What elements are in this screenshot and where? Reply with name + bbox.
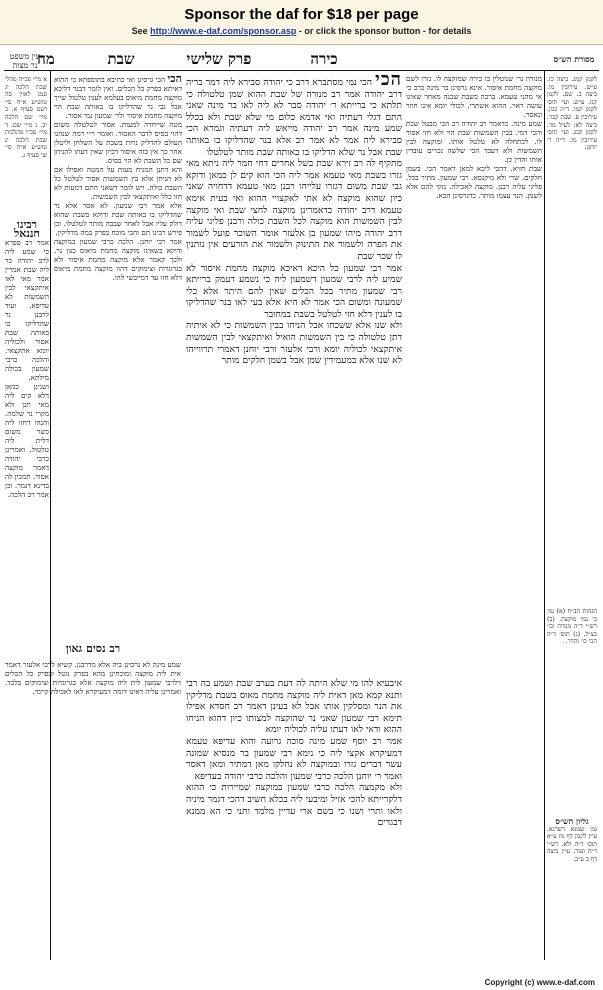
sponsor-link[interactable]: http://www.e-daf.com/sponsor.asp	[150, 26, 297, 36]
mesoret-column	[547, 76, 597, 596]
gemara-p4: ולא שנו אלא ששכחו אבל הניחו בבין השמשות כי לא איתיה דתן טלטולה כי בין השמשות הואיל ואיתקצאי לבין השמשות איתקצאי לכוליה יומא ורבי אלעזר ורבי יוחנן דאמרי תרווייהו לא שנו אלא במעמידין שמן אבל בשמן חלקים מותר	[186, 320, 402, 367]
chananel-heading: רבינו חננאל	[14, 220, 40, 240]
tosafot-p4: אלא אמר רבי שמעון. לא אסר אלא נר שהדליקו בו באותה שבת ודוקא בשבת שהוא דולק עליו אבל לאחר שכבה מותר לטלטלו. וכן פירש רבינו תם והכי מוכח בפרק במה מדליקין.	[54, 201, 182, 237]
ein-mishpat-label	[4, 52, 46, 70]
nissim-p1: שמע מינה לא גרסינן ביה אלא מדרבנן. קשיא לרבי אלעזר דאמר אית ליה מוקצה ומוכחינן מהא בפרק נוטל ובפרק כל הכלים דלרבי שמעון לית ליה מוקצה אלא בגרוגרות וצימוקים בלבד. ואמרינן עליה דאינו דומה דמעיקרא לאו לאכילה קיימי.	[5, 660, 181, 696]
chapter-name: כירה	[310, 50, 338, 68]
tosafot-column	[54, 74, 182, 614]
rashi-p2: שמע מינה. כדאמר רב יהודה רב הכי מבטל שבת והכי דמי. בבין השמשות שבת הוי ולא חזי אסור לו. לכתחלה לא טלטל אותו. ומוקצה לבין השמשות ולא דעבד הכי שלשה נכרים עובדין אותו והדין כן.	[406, 119, 542, 164]
chapter-number: פרק שלישי	[186, 50, 252, 68]
ein-mishpat-column	[5, 76, 47, 216]
gemara-opening: הכי	[375, 74, 402, 90]
header-rule	[4, 70, 599, 71]
gilyon-column	[547, 818, 597, 958]
gemara-main-column	[186, 74, 402, 674]
gilyon-text: גמ׳ שמנא דשרגא. עיין לקמן דף מז ע״א תוס׳ ד״ה ולא. רש״י ד״ה ועוד. עיין ביצה דף ב ע״ב.	[547, 825, 597, 863]
rashi-p3: שבת חזיא. דהכי ליכא למאן דאמר הכי. בשמן חלקים. שרי ולא מיקנסא. רבי שמעון. מתיר בכל. פליגי עליה רבנן. מוקצה לאכילה. נזקי להם אלא לשמן. הנר עצמו מותר. כדגרסינן הכא.	[406, 164, 542, 200]
rashi-column	[406, 74, 542, 960]
sponsor-title[interactable]: Sponsor the daf for $18 per page	[184, 6, 419, 23]
tosafot-p2: מטה שייחדה למעות. אסור לטלטלה משום דהוי בסיס לדבר האסור. ואומר ר״י דמה שנהגו העולם להדליק נרות בשבת על השלחן וליטלן אחר כך אין בזה איסור דכיון שאין דעתו להניחן שם כל השבת לא הוי בסיס.	[54, 120, 182, 165]
sponsor-subtitle-suffix: - or click the sponsor button - for details	[296, 26, 472, 36]
tractate-name: שבת	[107, 50, 135, 68]
tosafot-p3: והא דתנן המניח מעות על המטה ואפילו אם לא הניחן אלא בין השמשות אסור לטלטל כל השבת כולה. ויש לומר דשאני התם דמעות לא חזו כלל ואיתקצאי לבין השמשות.	[54, 165, 182, 201]
talmud-page	[4, 48, 599, 976]
column-rule-right	[544, 70, 545, 960]
chananel-column	[5, 238, 49, 638]
haghot-column	[547, 608, 597, 808]
gemara-lower-column	[186, 678, 402, 958]
mesoret-label: מסורת הש״ס	[553, 54, 595, 64]
ner-mitzva-title: נר מצוה	[12, 61, 38, 70]
ein-mishpat-text: א מיי׳ פכ״ה מהל׳ שבת הלכה יג סמג לאוין סה טוש״ע א״ח סי׳ רעט סעיף א. ב מיי׳ שם הלכה יב. ג מיי׳ שם. ד מיי׳ פכ״ו מהלכות שבת הלכה יג טוש״ע א״ח סי׳ שי סעיף ג.	[5, 76, 47, 159]
tosafot-p1: הכי גרסינן ואי כתיבא בתוספתא כי ההוא דאיתא בפרק כל הכלים. ואין לומר דבנר דליכא מוקצה מחמת מיאוס בעלמא לענין טלטול שייך אבל גבי נר שהדליקו בו באותה שבת הוי מוקצה מחמת איסור ולר׳ שמעון נמי אסור.	[54, 75, 182, 120]
chananel-p2: ושנינן כמאן דלא קים ליה מאי תנן ולא מקרי נר שלמה. והנהו דחזו ליה כשר משום דלית ליה טלטול. ואמרינן כרבי יהודה דאמר מוקצה אסור. תמכין לה בדינא דגמר. וכן אמר רב הלכה.	[5, 382, 49, 499]
nissim-column	[5, 660, 181, 960]
gemara-p1: הכי נמי מסתברא דרב כי יהודה סבירא ליה דמר בריה דרב יהודה אמר רב מנורה של שבת ההוא שמן טלטולה כי תלתא כי ברייתא ר׳ יהודה סבר לא ליה לאו בר מינה שאני התם דגלי דעתיה ואי אדמא כלום מי שלא שבת ולא בכלל שמע מינה אמר רב יהודה מייאש ליה דעתיה וגמרא הכי סבירא ליה אמר לא אמר רב אלא בנר שהדליקו בו באותה שבת אבל נר שלא הדליקו בו באותה שבת מותר לטלטלו	[186, 77, 402, 158]
gilyon-heading: גליון הש״ס	[555, 818, 589, 826]
nissim-heading: רב נסים גאון	[65, 644, 121, 655]
haghot-text: הגהות הב״ח (א) גמ׳ כי נמי מוקצה. (ב) רש״י ד״ה מנורה וכו׳ כצ״ל. (ג) תוס׳ ד״ה הכי כו׳ והדר.	[547, 608, 597, 646]
copyright-footer	[0, 976, 603, 990]
mesoret-text: לקמן קמג. ביצה כז. ע״ש. עירובין מו. ביצה ב. שם. לקמן קנז. ע״ש. ועי׳ תוס׳ לקמן קמו. ד״ה כגון. עירובין פ. שבת קכד. ביצה לא: לעיל מד. לקמן קכג. ועי׳ תוס׳ עירובין מו. ד״ה ר׳ יוחנן.	[547, 76, 597, 152]
ein-mishpat-title: עין משפט	[9, 52, 41, 61]
copyright-text: Copyright (c) www.e-daf.com	[484, 978, 595, 987]
gemara-p5: איבעיא להו מי שלא היתה לה דעת בערב שבת ושמע בה רבי ותנא קמא מאן דאית ליה מוקצה מחמת מאוס בשבת מדליקין את הנר ומסלקין אותו אבל לא בעינן דאמר רב חסדא אפילו תימא רבי שמעון שאני נר שהוקצה למצותו כיון דהוא הניחו ההוא ודאי לאו דעתו עליה לכוליה יומא	[186, 678, 402, 736]
tosafot-opening: הכי	[167, 74, 182, 85]
gemara-p3: אמר רבי שמעון כל היכא דאיכא מוקצה מחמת איסור לא שמיע ליה לרבי שמעון דשמעון ליה כי נשמע דעמק ברייתא רבי שמעון מתיר בכל הכלים שאין להם היתר אלא כלי שמעונה ומשום הכי אמר לא היא אלא בעי לאו בנר שהדליקו בו לענין דלא חזי לטלטל בשבת במחובר	[186, 262, 402, 320]
sponsor-subtitle	[0, 26, 603, 36]
sponsor-banner[interactable]	[0, 0, 603, 45]
chananel-p1: אמר רב ספרא כי שמע ליה לרב יהודה בר ליה שבת אמרין אמר מאי לאו איתקצאי לבין השמשות לא עדיפא. ועוד לרבנן נר שהדליקו בו באותה שבת אסור ולכוליה יומא אתקצאי. והלכה כרבי שמעון בכולה מילתא.	[5, 238, 49, 382]
page-number: מה	[37, 50, 55, 68]
gemara-p7: ולא מקמצה הלכה כרבי שמעון במוקצה שמיירות כי ההוא דלקרייתא להכי אזיל ומיבעי ליה בכלא חשיב דהכי דגמר מיניה ולאו ותרי ושנו כי בשם ארי עדיין מלמד ותני כי הא ממנא דבגדים	[186, 782, 402, 829]
gemara-p6: אמר רב יוסף שמע מינה סוכה גרועה והוא עדיפא טעמא דמעיקרא אקצי ליה כי נימא רבי שמעון בר מנסיא שמונה עשר דברים גזרו ובמוקצה לא נחלקו מאן דמתיר ומאן דאסר ואמר ר׳ יוחנן הלכה כרבי שמעון והלכה כרבי יהודה בעדיפא	[186, 735, 402, 782]
sponsor-subtitle-prefix: See	[131, 26, 151, 36]
nissim-heading-box	[5, 644, 181, 660]
gemara-p2: מתקיף לה רב זירא שבת בשל אחרים דחי חמר ליה ניתא מאי גזרו בשבת מאי טעמא אמר ליה הכי הוא קים לן כמאן ודוקא גבי שבת משום דגזרו עלייהו רבנן מאי טעמא דדחויה שאני כיון שהוא מוקצה לא אתי לאקצויי ההוא ואי בעית אימא טעמא דרב יהודה כדאמרינן מוקצה לחצי שבת ואי מוקצה לבין השמשות הוא מוקצה לכל השבת כולה ורבנן פליגי עליה דרב יהודה מיהו שמעון בן אלעזר אומר השוכר פועל לשמור את הפרה ולשמור את התינוק ולשמור את הזרעים אין נותנין לו שכר שבת	[186, 158, 402, 262]
tosafot-p5: אמר רבי יוחנן. הלכה כרבי שמעון במוקצה ודוקא בשאינו מוקצה מחמת מיאוס כגון נר. ולכך קאמר אלא מוקצה מחמת איסור ולא בגרוגרות וצימוקים דהוו מוקצה מחמת מיאוס דלא חזו עד דמייבשי להו.	[54, 237, 182, 282]
rashi-p1: מנורה נר׳ שנוטלין בו כירה שמוקצה לו. גזרו לשם מוקצה מחמת איסור. אינא גרסינן בר מינה כרב כי אי מהני טעמא. ברכה בשבת שבנה מאחר שאינו עושה ראוי. ההוא אשתרי. לכולי יומא אינו חוזר ונאסר.	[406, 74, 542, 119]
